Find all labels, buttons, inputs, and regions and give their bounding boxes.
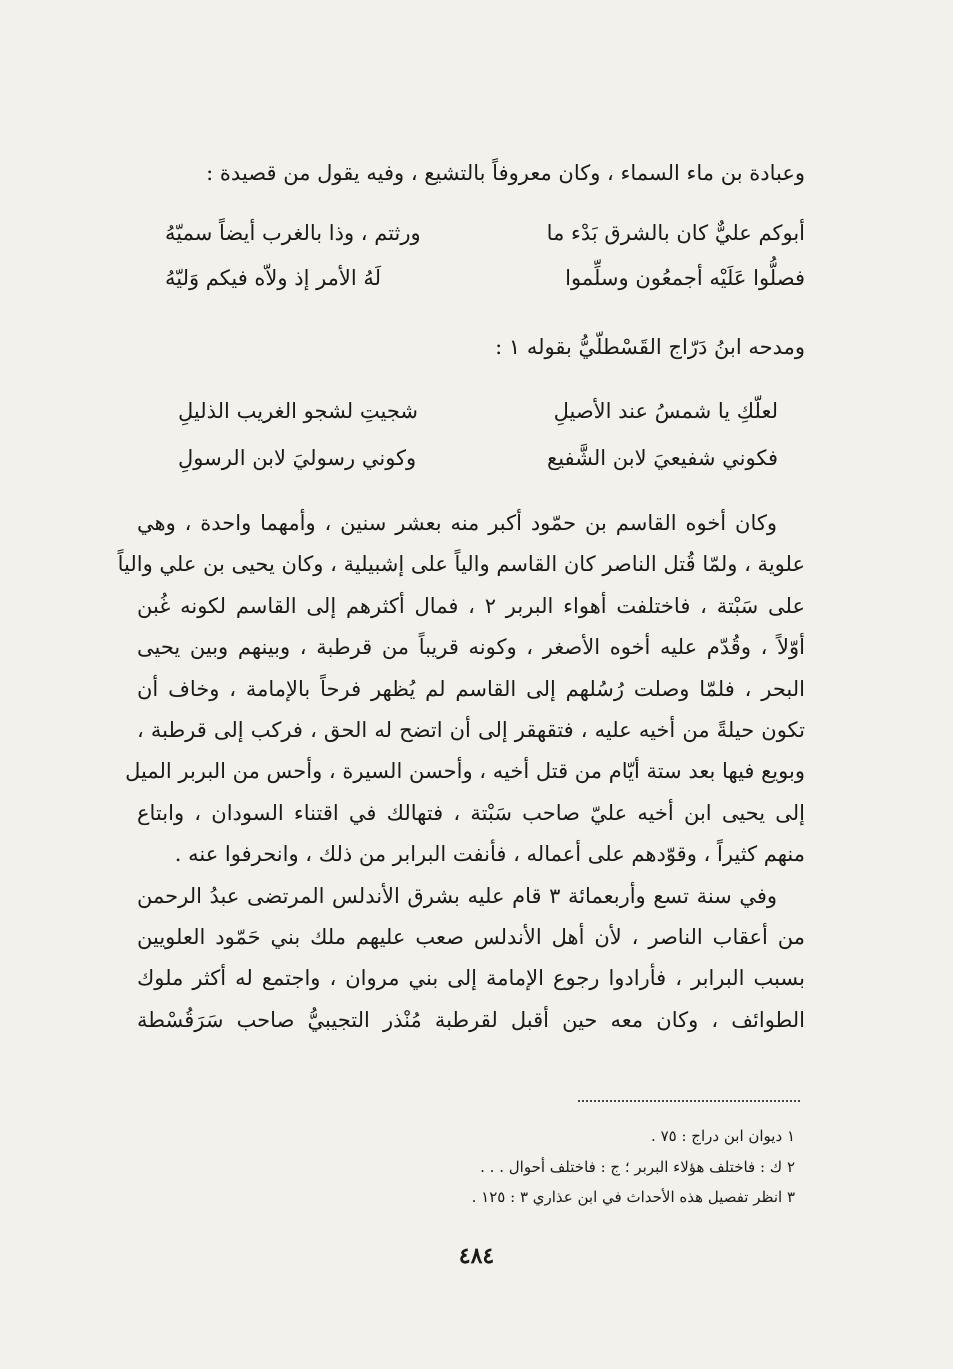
prose-line: البحر ، فلمّا وصلت رُسُلهم إلى القاسم لم يُظهر فرحاً بالإمامة ، وخاف أن [137,676,805,701]
footnote-2: ٢ ك : فاختلف هؤلاء البربر ؛ ج : فاختلف أحوال . . . [480,1158,795,1176]
intro-line: وعبادة بن ماء السماء ، وكان معروفاً بالتشيع ، وفيه يقول من قصيدة : [206,161,805,185]
prose-line: من أعقاب الناصر ، لأن أهل الأندلس صعب عليهم ملك بني حَمّود العلويين [137,924,805,949]
prose-line: أوّلاً ، وقُدّم عليه أخوه الأصغر ، وكونه قريباً من قرطبة ، وبينهم وبين يحيى [137,635,805,660]
footnote-separator [578,1100,800,1102]
footnote-1: ١ ديوان ابن دراج : ٧٥ . [651,1127,795,1145]
poem2-verse-1-second-hemistich: شجيتِ لشجو الغريب الذليلِ [178,399,418,423]
prose-line: علوية ، ولمّا قُتل الناصر كان القاسم والياً على إشبيلية ، وكان يحيى بن علي والياً [117,552,805,577]
poem2-verse-2-first-hemistich: فكوني شفيعيَ لابن الشَّفيع [547,446,778,470]
poem1-verse-2-second-hemistich: لَهُ الأمر إذ ولاّه فيكم وَليّهُ [165,266,382,290]
prose-line: وكان أخوه القاسم بن حمّود أكبر منه بعشر سنين ، وأمهما واحدة ، وهي [137,511,777,535]
prose-body [117,508,805,1046]
prose-line: وبويع فيها بعد ستة أيّام من قتل أخيه ، وأحسن السيرة ، وأحس من البربر الميل [125,759,805,784]
page-number: ٤٨٤ [458,1243,495,1269]
prose-line: تكون حيلةً من أخيه عليه ، فتقهقر إلى أن اتضح له الحق ، فركب إلى قرطبة ، [137,717,805,742]
prose-line: وفي سنة تسع وأربعمائة ٣ قام عليه بشرق الأندلس المرتضى عبدُ الرحمن [137,883,778,908]
poem2-verse-1-first-hemistich: لعلّكِ يا شمسُ عند الأصيلِ [553,399,778,423]
poem1-verse-2-first-hemistich: فصلُّوا عَلَيْه أجمعُون وسلِّموا [565,266,805,290]
poem2-verse-2-second-hemistich: وكوني رسوليَ لابن الرسولِ [178,446,417,470]
praise-line: ومدحه ابنُ دَرّاج القَسْطلّيُّ بقوله ١ : [495,335,805,359]
prose-line: إلى يحيى ابن أخيه عليّ صاحب سَبْتة ، فتهالك في اقتناء السودان ، وابتاع [137,800,805,825]
poem1-verse-1-second-hemistich: ورثتم ، وذا بالغرب أيضاً سميّهُ [165,221,421,245]
prose-line: الطوائف ، وكان معه حين أقبل لقرطبة مُنْذر التجيبيُّ صاحب سَرَقُسْطة [137,1007,805,1032]
prose-line: بسبب البرابر ، فأرادوا رجوع الإمامة إلى بني مروان ، واجتمع له أكثر ملوك [137,966,805,991]
poem1-verse-1-first-hemistich: أبوكم عليٌّ كان بالشرق بَدْء ما [546,221,805,245]
footnote-3: ٣ انظر تفصيل هذه الأحداث في ابن عذاري ٣ : ١٢٥ . [471,1188,795,1206]
prose-line: على سَبْتة ، فاختلفت أهواء البربر ٢ ، فمال أكثرهم إلى القاسم لكونه غُبن [137,593,805,618]
prose-line: منهم كثيراً ، وقوّدهم على أعماله ، فأنفت البرابر من ذلك ، وانحرفوا عنه . [174,842,805,867]
